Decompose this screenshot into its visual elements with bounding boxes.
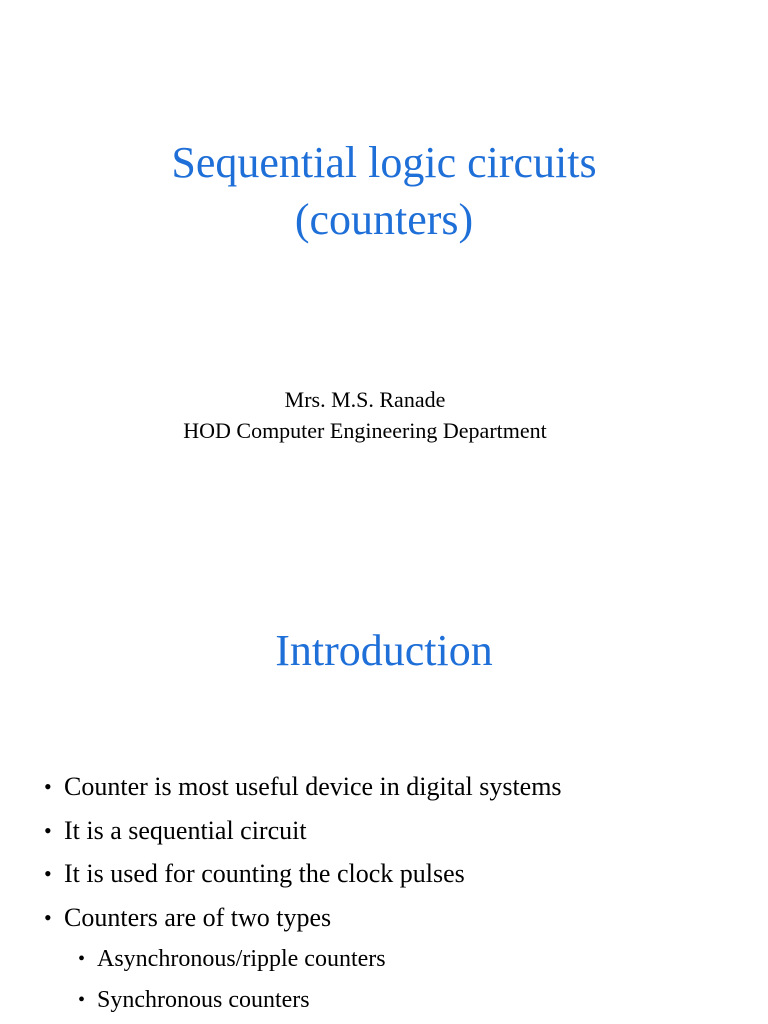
bullet-text: Counter is most useful device in digital systems bbox=[64, 772, 562, 801]
author-block bbox=[0, 384, 730, 446]
bullet-item bbox=[0, 809, 562, 853]
sub-bullet-list bbox=[0, 939, 562, 1020]
introduction-slide bbox=[0, 560, 768, 1024]
bullet-text: Counters are of two types bbox=[64, 902, 332, 932]
slide-title bbox=[0, 134, 768, 248]
bullet-list bbox=[0, 765, 562, 1020]
sub-bullet-item bbox=[0, 980, 562, 1021]
bullet-text: It is used for counting the clock pulses bbox=[64, 859, 465, 888]
slide-title: Introduction bbox=[275, 626, 493, 675]
bullet-glyph: • bbox=[44, 817, 52, 843]
author-department: HOD Computer Engineering Department bbox=[183, 418, 547, 443]
bullet-item bbox=[0, 852, 562, 896]
bullet-glyph: • bbox=[44, 861, 52, 886]
bullet-item bbox=[0, 896, 562, 940]
bullet-glyph: • bbox=[44, 774, 52, 799]
bullet-glyph: • bbox=[78, 988, 86, 1011]
bullet-item bbox=[0, 765, 562, 809]
bullet-glyph: • bbox=[44, 904, 52, 930]
sub-bullet-text: Asynchronous/ripple counters bbox=[97, 946, 386, 972]
sub-bullet-item bbox=[0, 939, 562, 980]
title-line-1: Sequential logic circuits bbox=[171, 138, 597, 187]
sub-bullet-text: Synchronous counters bbox=[97, 986, 310, 1013]
sub-bullet-group bbox=[0, 939, 562, 1020]
title-line-2: (counters) bbox=[294, 195, 474, 244]
bullet-text: It is a sequential circuit bbox=[64, 815, 307, 845]
bullet-glyph: • bbox=[78, 948, 86, 970]
author-name: Mrs. M.S. Ranade bbox=[284, 387, 446, 412]
